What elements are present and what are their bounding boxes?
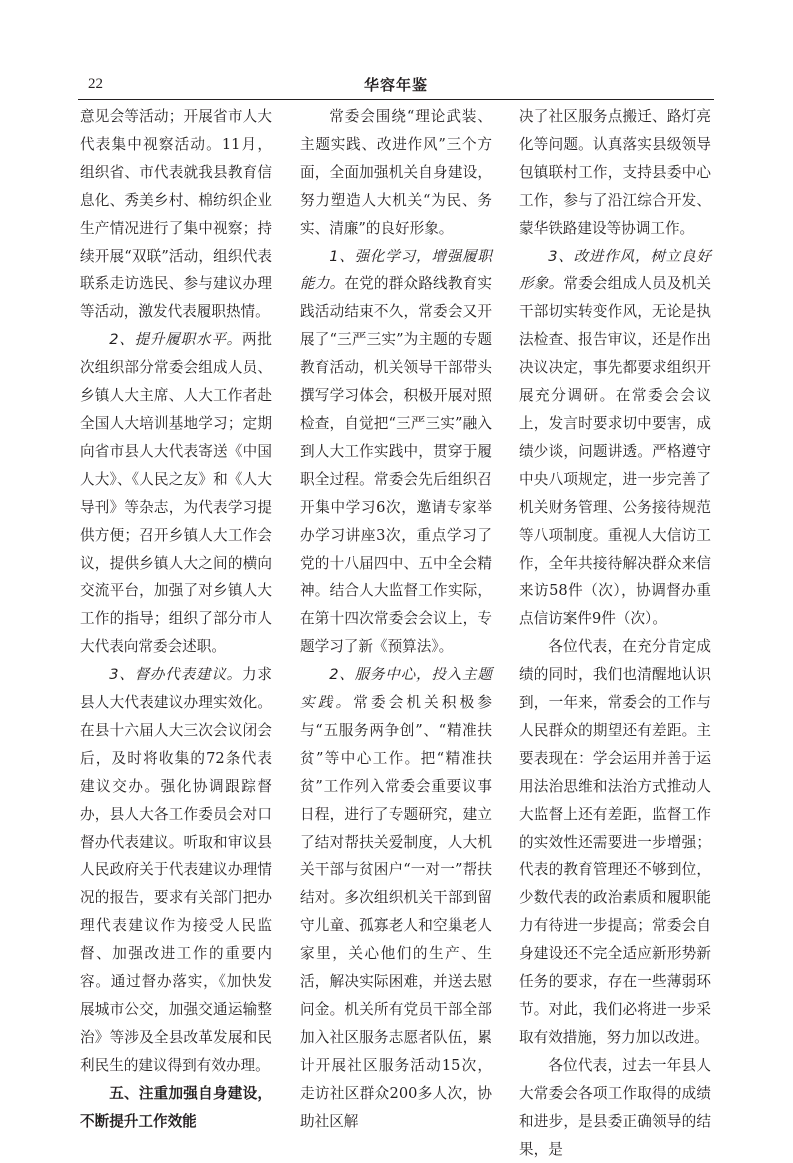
paragraph-text: 两批次组织部分常委会组成人员、乡镇人大主席、人大工作者赴全国人大培训基地学习；定期向省市县人大代表寄送《中国人大》、《人民之友》和《人大导刊》等杂志，为代表学习提供方便；召开乡镇人大工作会议，提供乡镇人大之间的横向交流平台，加强了对乡镇人大工作的指导；组织了部分市人大代表向常委会述职。 <box>80 331 272 656</box>
paragraph <box>519 243 711 634</box>
paragraph-lead: 3、改进作风，树立良好形象。 <box>519 247 711 293</box>
paragraph-text: 常委会组成人员及机关干部切实转变作风，无论是执法检查、报告审议，还是作出决议决定，事先都要求组织开展充分调研。在常委会会议上，发言时要求切中要害，成绩少谈，问题讲透。严格遵守中央八项规定，进一步完善了机关财务管理、公务接待规范等八项制度。重视人大信访工作，全年共接待解决群众来信来访58件（次），协调督办重点信访案件9件（次）。 <box>519 275 711 628</box>
page-header <box>78 74 714 96</box>
paragraph-text: 意见会等活动；开展省市人大代表集中视察活动。11月，组织省、市代表就我县教育信息化、秀美乡村、棉纺织企业生产情况进行了集中视察；持续开展“双联”活动，组织代表联系走访选民、参与建议办理等活动，激发代表履职热情。 <box>80 108 272 321</box>
text-column-2 <box>300 103 492 1130</box>
paragraph-text: 常委会围绕“理论武装、主题实践、改进作风”三个方面，全面加强机关自身建设，努力塑造人大机关“为民、务实、清廉”的良好形象。 <box>300 108 492 237</box>
book-title: 华容年鉴 <box>363 76 428 94</box>
paragraph <box>300 661 492 1135</box>
paragraph-text: 决了社区服务点搬迁、路灯亮化等问题。认真落实县级领导包镇联村工作，支持县委中心工作，参与了沿江综合开发、蒙华铁路建设等协调工作。 <box>519 108 711 237</box>
section-heading: 五、注重加强自身建设，不断提升工作效能 <box>80 1084 272 1130</box>
paragraph <box>300 243 492 662</box>
paragraph-lead: 3、督办代表建议。 <box>109 666 243 684</box>
paragraph-text: 各位代表，在充分肯定成绩的同时，我们也清醒地认识到，一年来，常委会的工作与人民群众的期望还有差距。主要表现在：学会运用并善于运用法治思维和法治方式推动人大监督上还有差距，监督工作的实效性还需要进一步增强；代表的教育管理还不够到位，少数代表的政治素质和履职能力有待进一步提高；常委会自身建设还不完全适应新形势新任务的要求，存在一些薄弱环节。对此，我们必将进一步采取有效措施，努力加以改进。 <box>519 638 711 1046</box>
paragraph-text: 各位代表，过去一年县人大常委会各项工作取得的成绩和进步，是县委正确领导的结果，是 <box>519 1056 711 1158</box>
paragraph-text: 常委会机关积极参与“五服务两争创”、“精准扶贫”等中心工作。把“精准扶贫”工作列入常委会重要议事日程，进行了专题研究，建立了结对帮扶关爱制度，人大机关干部与贫困户“一对一”帮扶结对。多次组织机关干部到留守儿童、孤寡老人和空巢老人家里，关心他们的生产、生活，解决实际困难，并送去慰问金。机关所有党员干部全部加入社区服务志愿者队伍，累计开展社区服务活动15次，走访社区群众200多人次，协助社区解 <box>300 694 492 1130</box>
paragraph-text: 在党的群众路线教育实践活动结束不久，常委会又开展了“三严三实”为主题的专题教育活动，机关领导干部带头撰写学习体会，积极开展对照检查，自觉把“三严三实”融入到人大工作实践中，贯穿于履职全过程。常委会先后组织召开集中学习6次，邀请专家举办学习讲座3次，重点学习了党的十八届四中、五中全会精神。结合人大监督工作实际，在第十四次常委会会议上，专题学习了新《预算法》。 <box>300 275 492 656</box>
paragraph <box>519 633 711 1052</box>
paragraph <box>519 103 711 243</box>
paragraph-lead: 2、服务中心，投入主题实践。 <box>300 666 492 712</box>
paragraph <box>519 1052 711 1163</box>
paragraph-text: 力求县人大代表建议办理实效化。在县十六届人大三次会议闭会后，及时将收集的72条代表建议交办。强化协调跟踪督办，县人大各工作委员会对口督办代表建议。听取和审议县人民政府关于代表建议办理情况的报告，要求有关部门把办理代表建议作为接受人民监督、加强改进工作的重要内容。通过督办落实，《加快发展城市公交，加强交通运输整治》等涉及全县改革发展和民利民生的建议得到有效办理。 <box>80 666 272 1074</box>
paragraph <box>80 326 272 661</box>
paragraph <box>300 103 492 243</box>
paragraph <box>80 661 272 1080</box>
text-column-1 <box>80 103 272 1130</box>
paragraph-lead: 2、提升履职水平。 <box>109 331 243 349</box>
paragraph <box>80 103 272 326</box>
paragraph-lead: 1、强化学习，增强履职能力。 <box>300 247 492 293</box>
header-rule <box>78 99 714 100</box>
text-column-3 <box>519 103 711 1158</box>
page-number: 22 <box>88 76 103 92</box>
